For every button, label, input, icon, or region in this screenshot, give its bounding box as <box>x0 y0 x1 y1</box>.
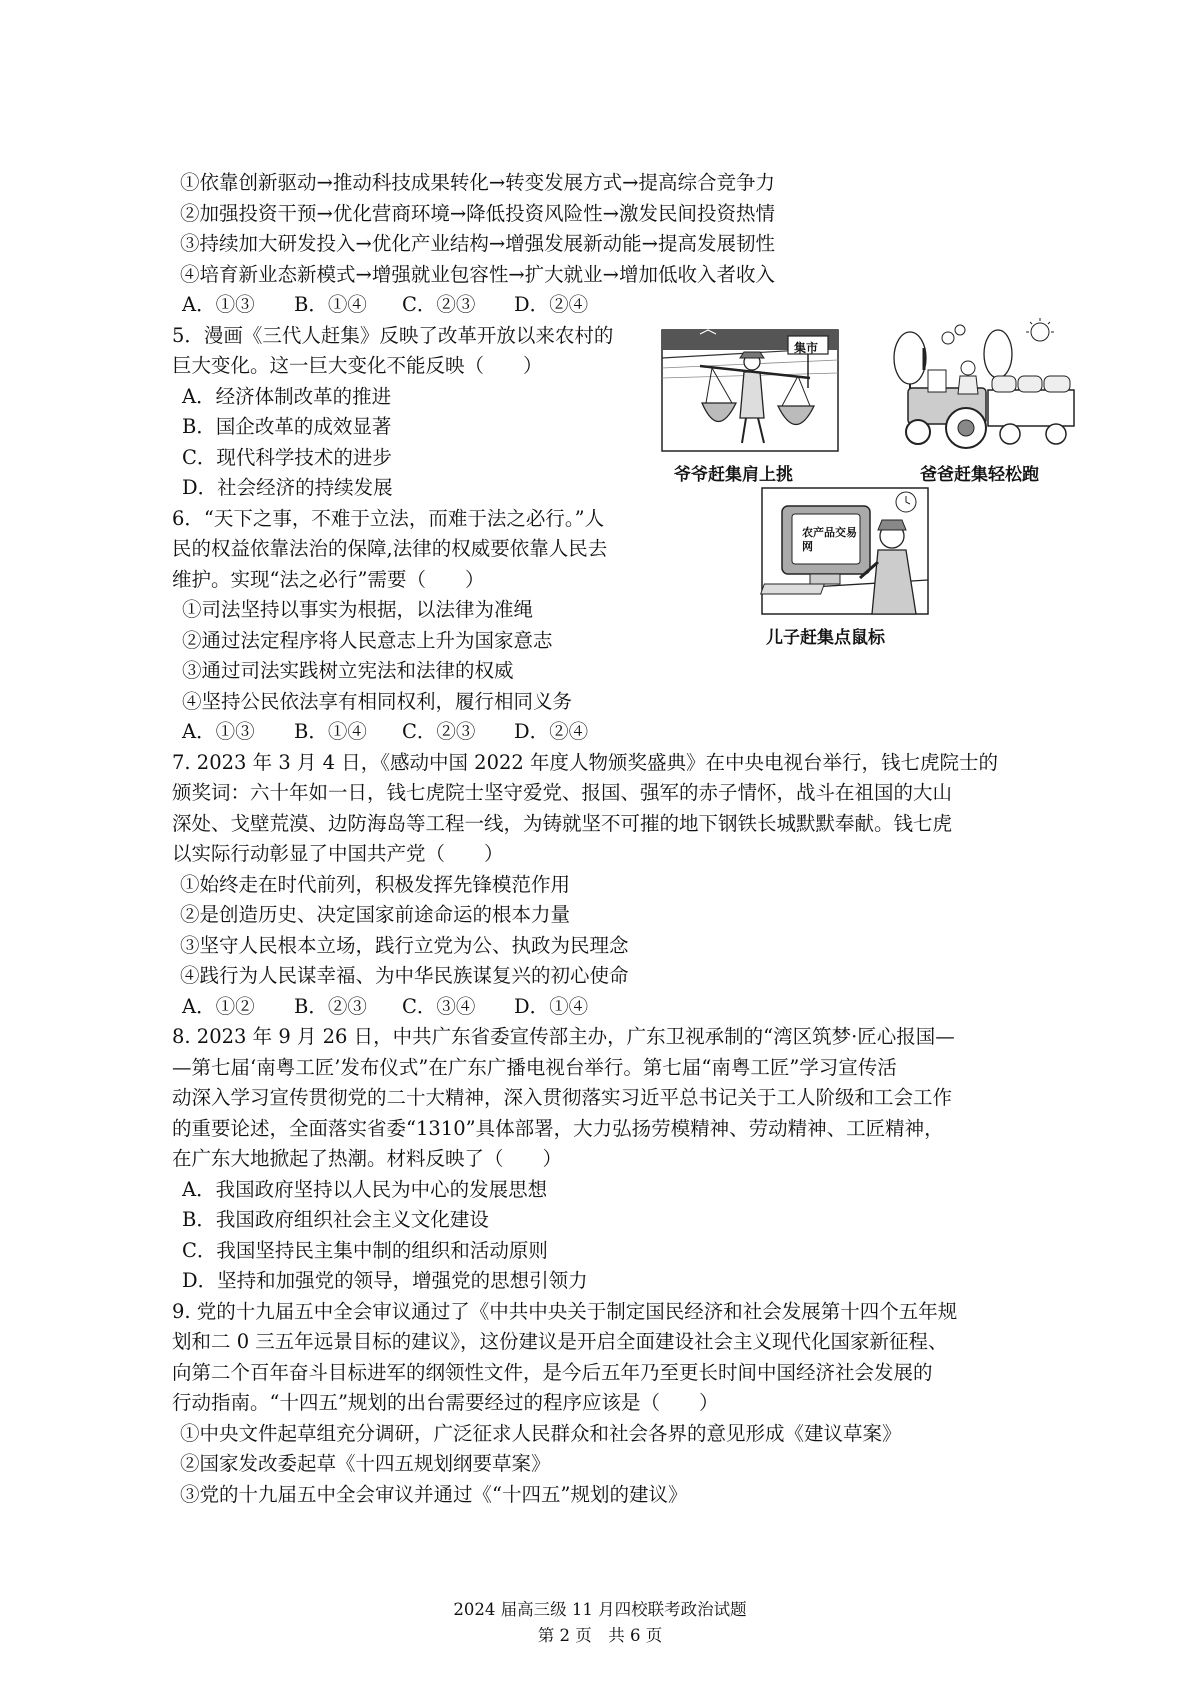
q9-stem-2: 划和二 0 三五年远景目标的建议》，这份建议是开启全面建设社会主义现代化国家新征程、 <box>172 1330 948 1353</box>
q6-item-3: ③通过司法实践树立宪法和法律的权威 <box>182 659 514 682</box>
q7-options <box>172 992 1052 1023</box>
comic-panel-grandpa-caption: 爷爷赶集肩上挑 <box>674 465 793 485</box>
top-option-d: D．②④ <box>514 293 589 316</box>
comic-panel-grandpa-sign: 集市 <box>794 341 819 355</box>
q6-item-1: ①司法坚持以事实为根据，以法律为准绳 <box>182 598 534 621</box>
q8-option-d: D．坚持和加强党的领导，增强党的思想引领力 <box>182 1269 588 1292</box>
top-item-4: ④培育新业态新模式→增强就业包容性→扩大就业→增加低收入者收入 <box>180 262 776 286</box>
q5-stem-1: 5．漫画《三代人赶集》反映了改革开放以来农村的 <box>172 323 614 347</box>
q6-stem-1: 6．“天下之事，不难于立法，而难于法之必行。”人 <box>172 506 605 530</box>
q9-item-3: ③党的十九届五中全会审议并通过《“十四五”规划的建议》 <box>180 1482 688 1506</box>
top-item-3: ③持续加大研发投入→优化产业结构→增强发展新动能→提高发展韧性 <box>180 232 776 255</box>
q8-option-c: C．我国坚持民主集中制的组织和活动原则 <box>182 1238 548 1262</box>
comic-three-generations <box>660 318 1080 648</box>
q6-stem-3: 维护。实现“法之必行”需要（ ） <box>172 567 485 591</box>
top-item-2: ②加强投资干预→优化营商环境→降低投资风险性→激发民间投资热情 <box>180 201 776 225</box>
q7-stem-2: 颁奖词：六十年如一日，钱七虎院士坚守爱党、报国、强军的赤子情怀，战斗在祖国的大山 <box>172 781 953 804</box>
q6-option-a: A．①③ <box>182 720 255 743</box>
q6-option-c: C．②③ <box>402 720 476 743</box>
q7-stem-4: 以实际行动彰显了中国共产党（ ） <box>172 842 504 865</box>
q6-item-4: ④坚持公民依法享有相同权利，履行相同义务 <box>182 689 573 713</box>
q8-stem-3: 动深入学习宣传贯彻党的二十大精神，深入贯彻落实习近平总书记关于工人阶级和工会工作 <box>172 1086 953 1109</box>
q7-item-2: ②是创造历史、决定国家前途命运的根本力量 <box>180 903 571 926</box>
q9-item-1: ①中央文件起草组充分调研，广泛征求人民群众和社会各界的意见形成《建议草案》 <box>180 1421 902 1445</box>
q5-option-c: C．现代科学技术的进步 <box>182 445 392 469</box>
q8-stem-4: 的重要论述，全面落实省委“1310”具体部署，大力弘扬劳模精神、劳动精神、工匠精神， <box>172 1116 944 1140</box>
top-option-a: A．①③ <box>182 293 255 316</box>
q6-option-d: D．②④ <box>514 720 589 743</box>
q8-stem-1: 8. 2023 年 9 月 26 日，中共广东省委宣传部主办，广东卫视承制的“湾区筑梦·匠心报国— <box>172 1025 955 1048</box>
comic-panel-son-caption: 儿子赶集点鼠标 <box>766 628 885 648</box>
q5-option-a: A．经济体制改革的推进 <box>182 384 392 408</box>
q8-option-b: B．我国政府组织社会主义文化建设 <box>182 1208 489 1231</box>
q7-item-3: ③坚守人民根本立场，践行立党为公、执政为民理念 <box>180 933 629 957</box>
q6-option-b: B．①④ <box>294 720 367 743</box>
top-options <box>172 290 1052 321</box>
q8-stem-5: 在广东大地掀起了热潮。材料反映了（ ） <box>172 1147 563 1170</box>
q7-stem-3: 深处、戈壁荒漠、边防海岛等工程一线，为铸就坚不可摧的地下钢铁长城默默奉献。钱七虎 <box>172 811 953 835</box>
q7-stem-1: 7. 2023 年 3 月 4 日，《感动中国 2022 年度人物颁奖盛典》在中央电视台举行，钱七虎院士的 <box>172 750 999 774</box>
q5-stem-2: 巨大变化。这一巨大变化不能反映（ ） <box>172 354 543 377</box>
q8-stem-2: —第七届‘南粤工匠’发布仪式”在广东广播电视台举行。第七届“南粤工匠”学习宣传活 <box>172 1055 897 1079</box>
q7-option-b: B．②③ <box>294 994 367 1018</box>
q9-stem-4: 行动指南。“十四五”规划的出台需要经过的程序应该是（ ） <box>172 1391 719 1414</box>
top-option-b: B．①④ <box>294 293 367 316</box>
q6-options <box>172 717 1052 748</box>
q7-option-a: A．①② <box>182 994 255 1018</box>
comic-panel-dad <box>888 318 1078 458</box>
top-option-c: C．②③ <box>402 293 476 316</box>
q9-stem-1: 9. 党的十九届五中全会审议通过了《中共中央关于制定国民经济和社会发展第十四个五年规 <box>172 1299 958 1323</box>
q6-stem-2: 民的权益依靠法治的保障,法律的权威要依靠人民去 <box>172 537 608 560</box>
q7-item-4: ④践行为人民谋幸福、为中华民族谋复兴的初心使命 <box>180 964 629 987</box>
q7-option-c: C．③④ <box>402 994 476 1018</box>
q5-option-b: B．国企改革的成效显著 <box>182 415 392 438</box>
q7-item-1: ①始终走在时代前列，积极发挥先锋模范作用 <box>180 872 571 896</box>
q9-stem-3: 向第二个百年奋斗目标进军的纲领性文件，是今后五年乃至更长时间中国经济社会发展的 <box>172 1360 933 1384</box>
comic-panel-son-screen: 农产品交易网 <box>802 526 857 553</box>
q6-item-2: ②通过法定程序将人民意志上升为国家意志 <box>182 628 553 652</box>
comic-panel-dad-caption: 爸爸赶集轻松跑 <box>920 465 1039 485</box>
q5-option-d: D．社会经济的持续发展 <box>182 476 393 499</box>
q8-option-a: A．我国政府坚持以人民为中心的发展思想 <box>182 1177 548 1201</box>
footer-page-number: 第 2 页 共 6 页 <box>537 1626 663 1645</box>
q9-item-2: ②国家发改委起草《十四五规划纲要草案》 <box>180 1452 551 1475</box>
top-item-1: ①依靠创新驱动→推动科技成果转化→转变发展方式→提高综合竞争力 <box>180 171 776 194</box>
q7-option-d: D．①④ <box>514 994 589 1018</box>
footer-title: 2024 届高三级 11 月四校联考政治试题 <box>453 1600 747 1619</box>
